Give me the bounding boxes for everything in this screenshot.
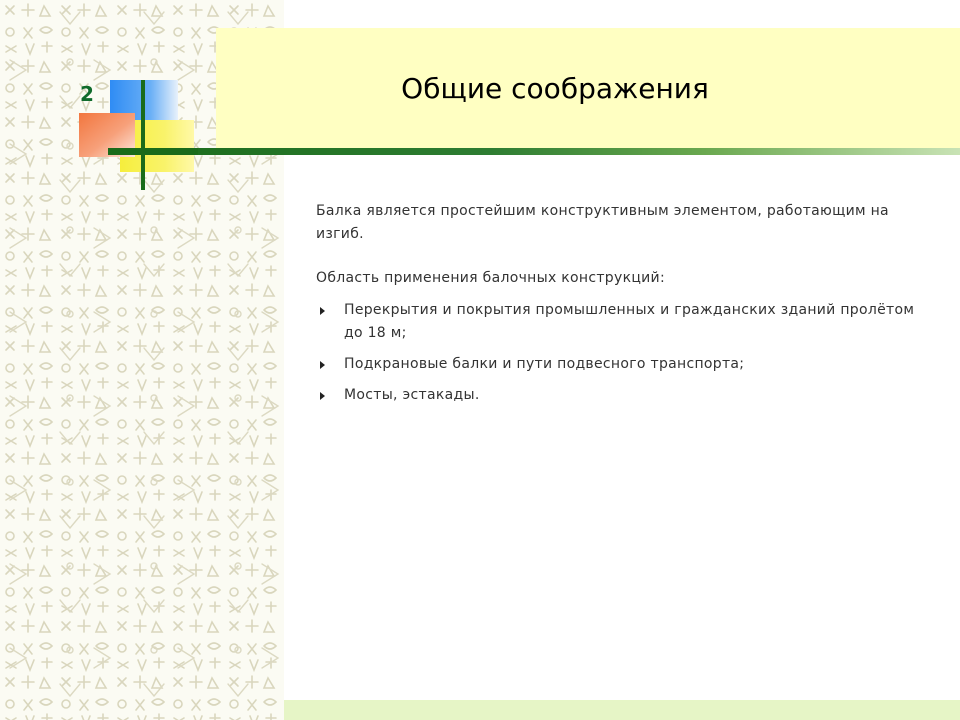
list-item-text: Мосты, эстакады. <box>344 387 480 403</box>
slide-title-wrap <box>0 72 960 105</box>
list-item <box>316 384 916 407</box>
list-item <box>316 353 916 376</box>
title-underline <box>108 148 960 155</box>
slide-body <box>316 200 916 415</box>
scope-list <box>316 299 916 407</box>
bullet-arrow-icon <box>320 307 325 315</box>
slide-title: Общие соображения <box>401 72 709 105</box>
slide-number: 2 <box>80 82 94 106</box>
bullet-arrow-icon <box>320 392 325 400</box>
decor-horizontal-line <box>108 148 198 155</box>
list-item-text: Подкрановые балки и пути подвесного транспорта; <box>344 356 745 372</box>
scope-heading: Область применения балочных конструкций: <box>316 270 665 286</box>
intro-paragraph: Балка является простейшим конструктивным элементом, работающим на изгиб. <box>316 203 889 242</box>
list-item-text: Перекрытия и покрытия промышленных и гражданских зданий пролётом до 18 м; <box>344 302 915 341</box>
list-item <box>316 299 916 345</box>
footer-band <box>284 700 960 720</box>
bullet-arrow-icon <box>320 361 325 369</box>
